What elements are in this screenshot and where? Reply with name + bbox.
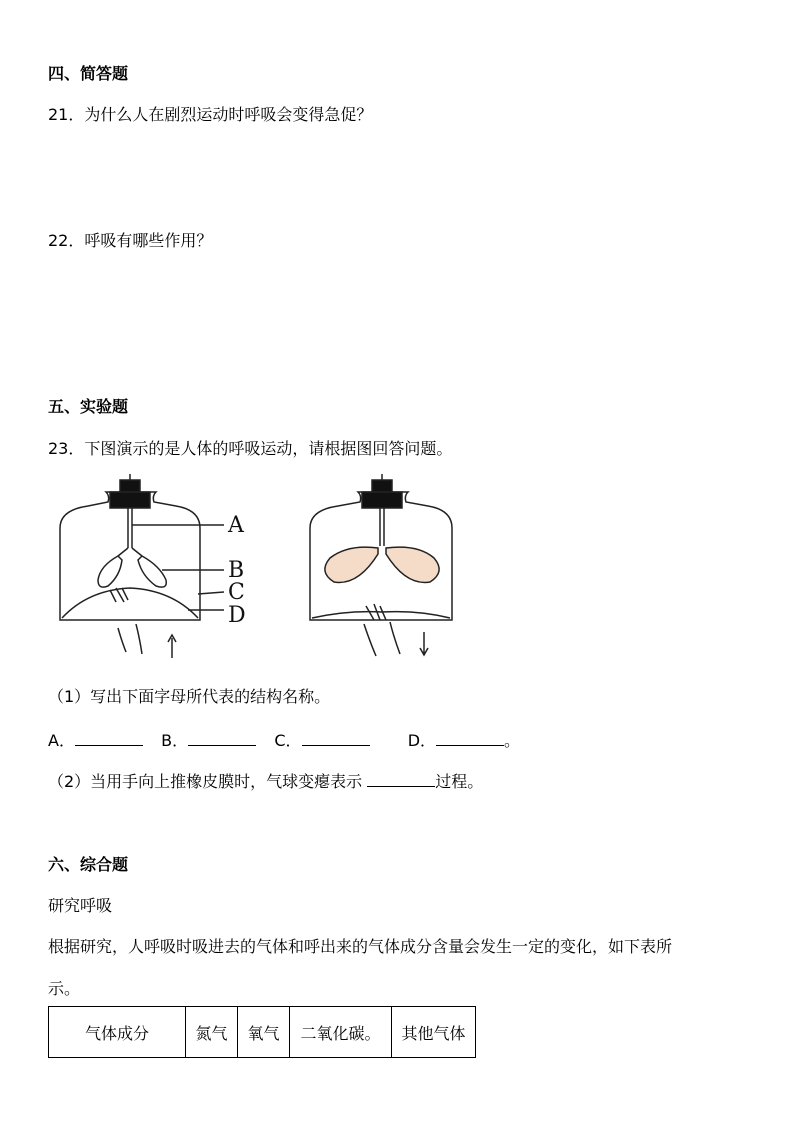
answer-line [48, 728, 520, 751]
question-23-sub2 [48, 769, 483, 792]
question-21: 21．为什么人在剧烈运动时呼吸会变得急促？ [48, 105, 373, 124]
answer-a-blank[interactable] [75, 731, 143, 746]
answer-a-label: A． [48, 731, 75, 750]
table-header-cell: 其他气体 [392, 1007, 476, 1058]
section-6-heading: 六、综合题 [48, 855, 129, 874]
table-header-cell: 氧气 [238, 1007, 290, 1058]
answer-d-blank[interactable] [436, 731, 504, 746]
section-5-heading: 五、实验题 [48, 397, 129, 416]
table-row [49, 1007, 476, 1058]
answer-d-label: D． [407, 731, 437, 750]
right-jar [310, 474, 452, 656]
question-22: 22．呼吸有哪些作用？ [48, 231, 213, 250]
table-header-cell: 二氧化碳。 [290, 1007, 392, 1058]
answer-end-mark: 。 [504, 731, 521, 750]
label-c: C [228, 580, 245, 605]
right-balloon-l [325, 547, 378, 582]
left-membrane [62, 588, 198, 618]
comp-title: 研究呼吸 [48, 896, 113, 915]
answer-b-blank[interactable] [188, 731, 256, 746]
section-4-heading: 四、简答题 [48, 64, 129, 83]
question-23-sub1: （1）写出下面字母所代表的结构名称。 [48, 687, 331, 706]
answer-sub2-blank[interactable] [367, 772, 435, 787]
table-header-cell: 气体成分 [49, 1007, 186, 1058]
right-balloon-r [386, 547, 439, 582]
answer-c-label: C． [274, 731, 302, 750]
left-jar [60, 474, 224, 658]
table-header-cell: 氮气 [186, 1007, 238, 1058]
answer-b-label: B． [161, 731, 189, 750]
left-balloon-r [138, 556, 166, 587]
comp-para-line2: 示。 [48, 979, 81, 998]
sub2-text-post: 过程。 [435, 772, 484, 791]
comp-para-line1: 根据研究，人呼吸时吸进去的气体和呼出来的气体成分含量会发生一定的变化，如下表所 [48, 937, 673, 956]
gas-table [48, 1006, 476, 1058]
label-a: A [228, 513, 244, 538]
bell-jar-figure [48, 470, 468, 665]
sub2-text-pre: （2）当用手向上推橡皮膜时，气球变瘪表示 [48, 772, 363, 791]
right-membrane [312, 612, 450, 618]
left-balloon-l [98, 556, 122, 587]
question-23-stem: 23．下图演示的是人体的呼吸运动，请根据图回答问题。 [48, 439, 453, 458]
label-b: B [228, 558, 245, 583]
answer-c-blank[interactable] [302, 731, 370, 746]
label-d: D [228, 603, 246, 628]
